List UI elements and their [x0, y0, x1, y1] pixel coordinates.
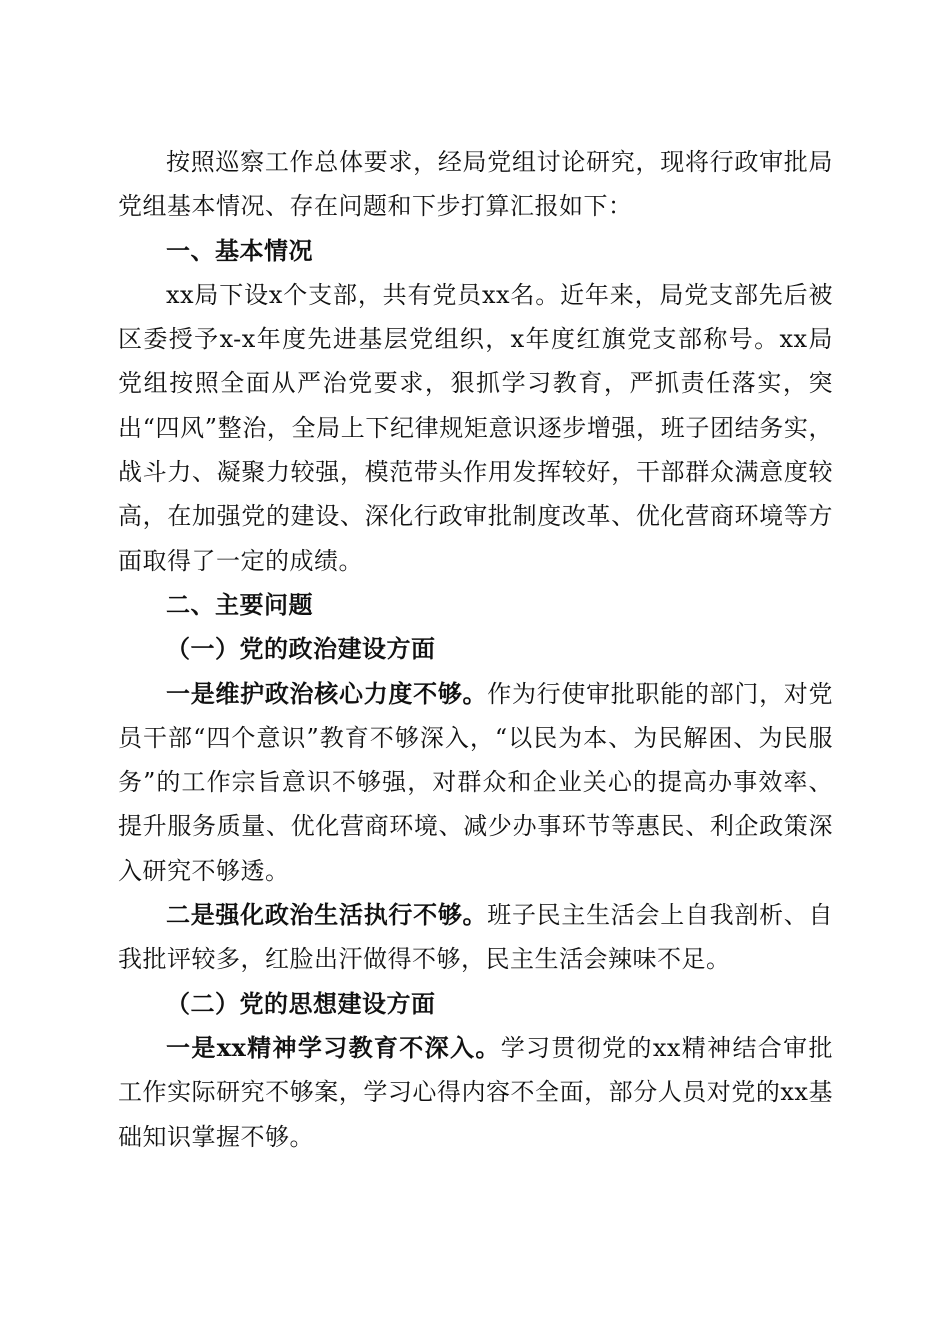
subsection-heading-ideological: （二）党的思想建设方面 [166, 988, 436, 1018]
problem-body: 学习贯彻党的xx精神结合审批工作实际研究不够案，学习心得内容不全面，部分人员对党的xx基础知识掌握不够。 [118, 1033, 833, 1151]
problem-body: 作为行使审批职能的部门，对党员干部“四个意识”教育不够深入，“以民为本、为民解困、为民服务”的工作宗旨意识不够强，对群众和企业关心的提高办事效率、提升服务质量、优化营商环境、减少办事环节等惠民、利企政策深入研究不够透。 [118, 679, 833, 885]
problem-paragraph [118, 672, 833, 893]
problem-paragraph [118, 1026, 833, 1159]
problem-body: 班子民主生活会上自我剖析、自我批评较多，红脸出汗做得不够，民主生活会辣味不足。 [118, 901, 833, 974]
subsection-heading-political: （一）党的政治建设方面 [166, 634, 436, 664]
problem-paragraph [118, 893, 833, 982]
basic-info-paragraph: xx局下设x个支部，共有党员xx名。近年来，局党支部先后被区委授予x-x年度先进基层党组织，x年度红旗党支部称号。xx局党组按照全面从严治党要求，狠抓学习教育，严抓责任落实，突出“四风”整治，全局上下纪律规矩意识逐步增强，班子团结务实，战斗力、凝聚力较强，模范带头作用发挥较好，干部群众满意度较高，在加强党的建设、深化行政审批制度改革、优化营商环境等方面取得了一定的成绩。 [118, 280, 833, 575]
section-heading-problems: 二、主要问题 [166, 590, 313, 619]
problem-lead: 一是xx精神学习教育不深入。 [166, 1032, 501, 1062]
problem-lead: 二是强化政治生活执行不够。 [166, 900, 488, 930]
section-heading-basic: 一、基本情况 [166, 236, 313, 265]
problem-lead: 一是维护政治核心力度不够。 [166, 678, 488, 708]
intro-paragraph: 按照巡察工作总体要求，经局党组讨论研究，现将行政审批局党组基本情况、存在问题和下步打算汇报如下： [118, 148, 833, 221]
document-page [118, 140, 833, 1159]
